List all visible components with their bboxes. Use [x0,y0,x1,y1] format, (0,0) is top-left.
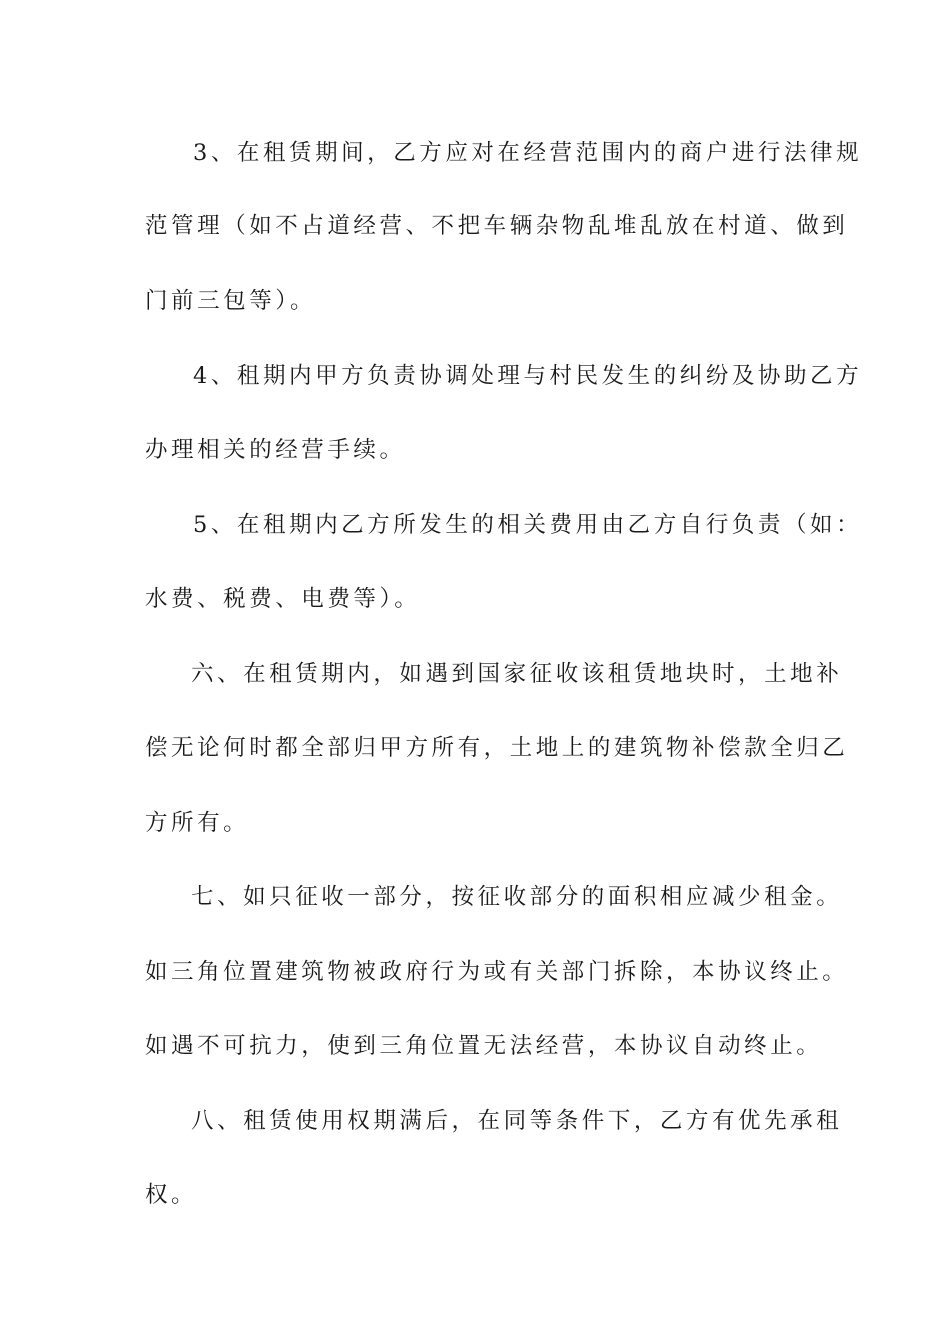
article-7-line-1: 七、如只征收一部分，按征收部分的面积相应减少租金。 [191,884,843,910]
article-6-line-3: 方所有。 [145,810,250,836]
clause-5-line-1: 5、在租期内乙方所发生的相关费用由乙方自行负责（如： [193,512,863,538]
clause-3-line-3: 门前三包等）。 [145,288,317,314]
article-8-line-2: 权。 [145,1182,198,1208]
article-6-line-1: 六、在租赁期内，如遇到国家征收该租赁地块时，土地补 [191,661,843,687]
article-7-line-3: 如遇不可抗力，使到三角位置无法经营，本协议自动终止。 [145,1033,823,1059]
clause-4-line-1: 4、租期内甲方负责协调处理与村民发生的纠纷及协助乙方 [193,363,863,389]
article-7-line-2: 如三角位置建筑物被政府行为或有关部门拆除，本协议终止。 [145,959,849,985]
clause-4-line-2: 办理相关的经营手续。 [145,437,406,463]
clause-3-line-2: 范管理（如不占道经营、不把车辆杂物乱堆乱放在村道、做到 [145,213,849,239]
article-6-line-2: 偿无论何时都全部归甲方所有，土地上的建筑物补偿款全归乙 [145,735,849,761]
clause-5-line-2: 水费、税费、电费等）。 [145,586,421,612]
article-8-line-1: 八、租赁使用权期满后，在同等条件下，乙方有优先承租 [191,1108,843,1134]
clause-3-line-1: 3、在租赁期间，乙方应对在经营范围内的商户进行法律规 [193,140,863,166]
